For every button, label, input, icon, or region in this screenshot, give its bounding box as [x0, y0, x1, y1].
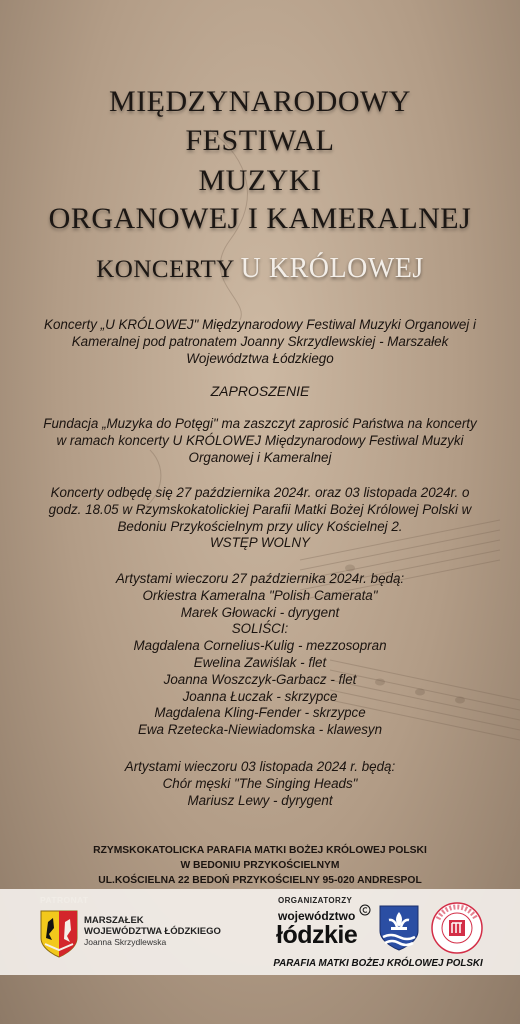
text-line: SOLIŚCI:: [231, 621, 289, 637]
parish-name: PARAFIA MATKI BOŻEJ KRÓLOWEJ POLSKI: [273, 958, 483, 969]
copyright-circle-icon: [359, 904, 371, 916]
text-line: Magdalena Kling-Fender - skrzypce: [154, 705, 366, 721]
text-line: godz. 18.05 w Rzymskokatolickiej Parafii Matki Bożej Królowej Polski w: [48, 501, 472, 517]
text-line: Mariusz Lewy - dyrygent: [187, 792, 333, 808]
marshal-title-line-1: MARSZAŁEK: [84, 915, 144, 926]
festival-title-line-3: MUZYKI: [198, 164, 322, 197]
text-line: Joanna Łuczak - skrzypce: [182, 688, 338, 704]
text-line: Marek Głowacki - dyrygent: [180, 604, 340, 620]
text-line: Fundacja „Muzyka do Potęgi" ma zaszczyt zaprosić Państwa na koncerty: [43, 416, 477, 431]
parish-address: [0, 843, 520, 888]
foundation-seal-logo: [430, 901, 484, 955]
text-line: WSTĘP WOLNY: [210, 535, 310, 551]
text-line: Ewa Rzetecka-Niewiadomska - klawesyn: [137, 722, 383, 738]
text-line: Magdalena Cornelius-Kulig - mezzosopran: [133, 638, 387, 654]
festival-title-line-4: ORGANOWEJ I KAMERALNEJ: [48, 202, 472, 235]
text-line: w ramach koncerty U KRÓLOWEJ Międzynarodowy Festiwal Muzyki: [56, 432, 464, 448]
intro-paragraph: [22, 317, 498, 367]
concert-series-title-dark: KONCERTY: [96, 256, 234, 283]
invitation-heading: ZAPROSZENIE: [210, 383, 310, 399]
address-line: W BEDONIU PRZYKOŚCIELNYM: [180, 860, 340, 871]
festival-title-line-2: FESTIWAL: [185, 124, 335, 157]
patron-label: PATRONAT: [40, 895, 89, 905]
concert-series-title-light: U KRÓLOWEJ: [240, 253, 424, 284]
marshal-title-line-2: WOJEWÓDZTWA ŁÓDZKIEGO: [84, 926, 221, 937]
text-line: Artystami wieczoru 27 października 2024r. będą:: [115, 571, 405, 586]
text-line: Orkiestra Kameralna "Polish Camerata": [142, 587, 378, 603]
address-line: RZYMSKOKATOLICKA PARAFIA MATKI BOŻEJ KRÓLOWEJ POLSKI: [93, 845, 427, 856]
text-line: Artystami wieczoru 03 listopada 2024 r. będą:: [124, 759, 396, 774]
voivodeship-logo-big-text: łódzkie: [276, 921, 358, 949]
text-line: Ewelina Zawiślak - flet: [193, 654, 327, 670]
text-line: Joanna Woszczyk-Garbacz - flet: [163, 671, 357, 687]
text-line: Koncerty „U KRÓLOWEJ" Międzynarodowy Festiwal Muzyki Organowej i: [44, 317, 476, 332]
text-line: Województwa Łódzkiego: [186, 350, 334, 366]
address-line: UL.KOŚCIELNA 22 BEDOŃ PRZYKOŚCIELNY 95-020 ANDRESPOL: [98, 875, 422, 886]
text-line: Kameralnej pod patronatem Joanny Skrzydlewskiej - Marszałek: [71, 333, 449, 349]
festival-title-line-1: MIĘDZYNARODOWY: [109, 85, 411, 118]
dates-paragraph: [22, 485, 498, 552]
text-line: Koncerty odbędę się 27 października 2024r. oraz 03 listopada 2024r. o: [50, 485, 470, 500]
artists-october-list: [22, 571, 498, 739]
invitation-paragraph: [22, 416, 498, 466]
concert-series-title: [0, 252, 520, 287]
text-line: Bedoniu Przykościelnym przy ulicy Kościelnej 2.: [117, 518, 403, 534]
artists-november-list: [22, 759, 498, 809]
voivodeship-coat-of-arms-icon: [40, 910, 78, 958]
organizers-label: ORGANIZATORZY: [278, 896, 353, 905]
text-line: Organowej i Kameralnej: [188, 449, 332, 465]
voivodeship-logo-small-text: województwo: [278, 909, 356, 923]
text-line: Chór męski "The Singing Heads": [162, 775, 358, 791]
marshal-title: [84, 915, 221, 937]
marshal-name: Joanna Skrzydlewska: [84, 937, 167, 947]
parish-shield-icon: [379, 905, 419, 951]
